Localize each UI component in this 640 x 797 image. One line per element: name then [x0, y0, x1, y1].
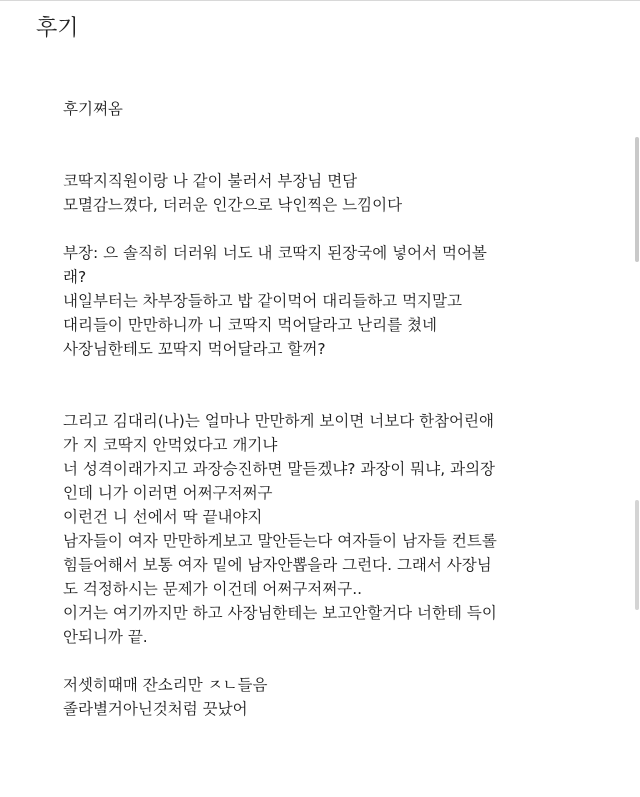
paragraph-gap	[63, 145, 613, 169]
post-line: 모멸감느꼈다, 더러운 인간으로 낙인찍은 느낌이다	[63, 196, 403, 214]
post-line: 남자들이 여자 만만하게보고 말안듣는다 여자들이 남자들 컨트롤	[63, 532, 497, 550]
paragraph-gap	[63, 649, 613, 673]
post-line: 너 성격이래가지고 과장승진하면 말듣겠냐? 과장이 뭐냐, 과의장	[63, 460, 496, 478]
post-line: 내일부터는 차부장들하고 밥 같이먹어 대리들하고 먹지말고	[63, 292, 462, 310]
post-line: 이런건 니 선에서 딱 끝내야지	[63, 508, 263, 526]
scrollbar-thumb[interactable]	[635, 500, 639, 610]
post-line: 저셋히때매 잔소리만 ㅈㄴ들음	[63, 676, 268, 694]
top-divider	[0, 0, 640, 1]
post-line: 후기쪄옴	[63, 100, 123, 118]
post-line: 사장님한테도 꼬딱지 먹어달라고 할꺼?	[63, 340, 326, 358]
paragraph-gap	[63, 121, 613, 145]
paragraph-gap	[63, 217, 613, 241]
scrollbar[interactable]	[632, 0, 640, 797]
post-line: 래?	[63, 268, 87, 286]
post-line: 안되니까 끝.	[63, 628, 148, 646]
post-line: 그리고 김대리(나)는 얼마나 만만하게 보이면 너보다 한참어린애	[63, 412, 494, 430]
post-line: 대리들이 만만하니까 니 코딱지 먹어달라고 난리를 쳤네	[63, 316, 437, 334]
post-line: 부장: 으 솔직히 더러워 너도 내 코딱지 된장국에 넣어서 먹어볼	[63, 244, 487, 262]
post-line: 코딱지직원이랑 나 같이 불러서 부장님 면담	[63, 172, 358, 190]
post-line: 이거는 여기까지만 하고 사장님한테는 보고안할거다 너한테 득이	[63, 604, 497, 622]
post-line: 도 걱정하시는 문제가 이건데 어쩌구저쩌구..	[63, 580, 363, 598]
post-line: 가 지 코딱지 안먹었다고 개기냐	[63, 436, 278, 454]
page-title: 후기	[36, 16, 79, 41]
scrollbar-thumb[interactable]	[635, 137, 639, 262]
paragraph-gap	[63, 361, 613, 409]
post-body	[63, 97, 613, 721]
post-line: 힘들어해서 보통 여자 밑에 남자안뽑을라 그런다. 그래서 사장님	[63, 556, 492, 574]
post-line: 인데 니가 이러면 어쩌구저쩌구	[63, 484, 273, 502]
post-line: 졸라별거아닌것처럼 끗났어	[63, 700, 248, 718]
